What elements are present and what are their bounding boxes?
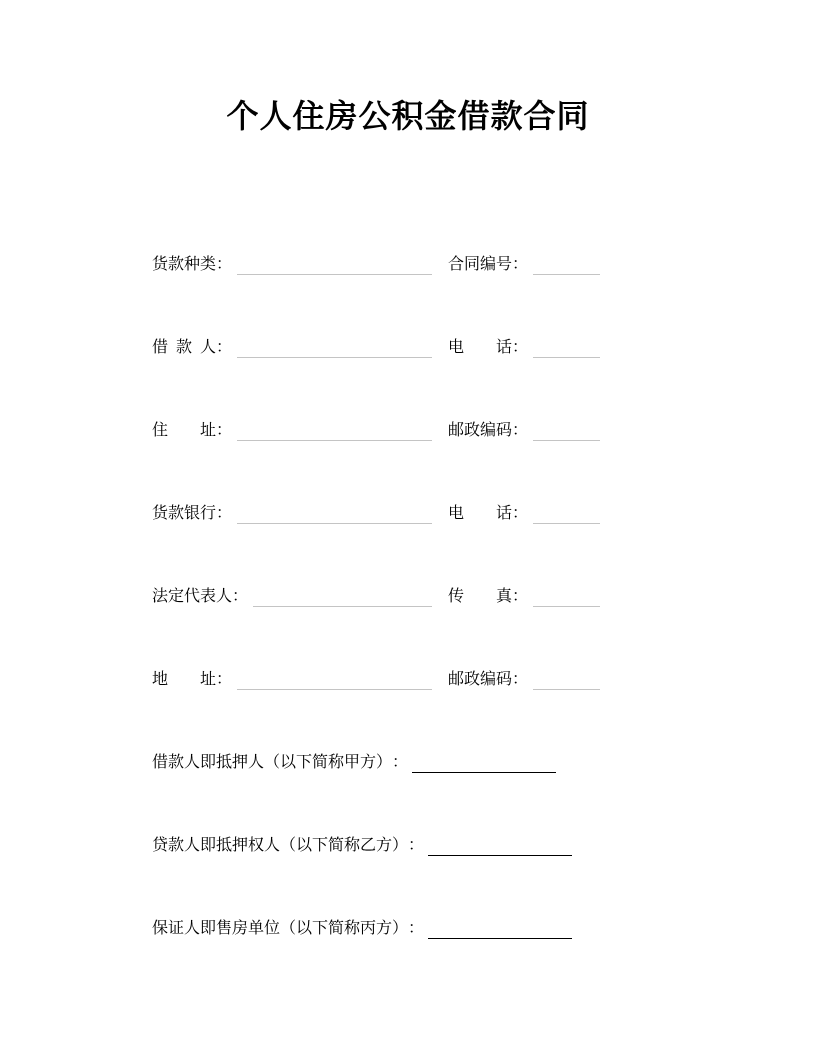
field-address xyxy=(152,421,432,441)
party-row-a xyxy=(152,753,600,773)
field-loan-type xyxy=(152,255,432,275)
blank-underline xyxy=(237,255,432,275)
blank-underline xyxy=(412,753,556,773)
label-colon: ： xyxy=(512,339,529,356)
blank-underline xyxy=(428,836,572,856)
blank-underline xyxy=(533,587,600,607)
label-colon: ： xyxy=(232,588,249,605)
blank-underline xyxy=(533,338,600,358)
party-a-label: 借款人即抵押人（以下简称甲方） xyxy=(152,754,393,771)
label-colon: ： xyxy=(216,671,233,688)
label-colon: ： xyxy=(512,671,529,688)
field-label: 法定代表人 xyxy=(152,588,232,605)
field-fax xyxy=(448,587,600,607)
form-row-address-2 xyxy=(152,670,600,690)
label-colon: ： xyxy=(512,422,529,439)
form-row-loan-bank xyxy=(152,504,600,524)
field-label: 货款银行 xyxy=(152,505,216,522)
form-row-legal-representative xyxy=(152,587,600,607)
label-colon: ： xyxy=(216,505,233,522)
blank-underline xyxy=(428,919,572,939)
blank-underline xyxy=(533,504,600,524)
field-label: 住址 xyxy=(152,422,216,439)
label-colon: ： xyxy=(408,837,425,854)
field-phone xyxy=(448,338,600,358)
field-label: 合同编号 xyxy=(448,256,512,273)
blank-underline xyxy=(237,338,432,358)
blank-underline xyxy=(533,421,600,441)
blank-underline xyxy=(533,255,600,275)
label-colon: ： xyxy=(392,754,409,771)
party-row-b xyxy=(152,836,600,856)
party-row-c xyxy=(152,919,600,939)
field-address-2 xyxy=(152,670,432,690)
field-postal-code-2 xyxy=(448,670,600,690)
field-postal-code xyxy=(448,421,600,441)
label-colon: ： xyxy=(408,920,425,937)
contract-header-form xyxy=(152,255,600,939)
field-legal-representative xyxy=(152,587,432,607)
field-loan-bank xyxy=(152,504,432,524)
blank-underline xyxy=(237,421,432,441)
label-colon: ： xyxy=(512,256,529,273)
blank-underline xyxy=(533,670,600,690)
blank-underline xyxy=(237,670,432,690)
label-colon: ： xyxy=(216,256,233,273)
field-label: 借款人 xyxy=(152,339,216,356)
document-title: 个人住房公积金借款合同 xyxy=(226,98,590,134)
field-borrower xyxy=(152,338,432,358)
party-b-label: 贷款人即抵押权人（以下简称乙方） xyxy=(152,837,409,854)
field-label: 邮政编码 xyxy=(448,422,512,439)
label-colon: ： xyxy=(512,588,529,605)
form-row-loan-type xyxy=(152,255,600,275)
field-label: 地址 xyxy=(152,671,216,688)
label-colon: ： xyxy=(216,339,233,356)
field-label: 邮政编码 xyxy=(448,671,512,688)
label-colon: ： xyxy=(216,422,233,439)
field-label: 电话 xyxy=(448,339,512,356)
field-contract-number xyxy=(448,255,600,275)
blank-underline xyxy=(237,504,432,524)
form-row-address xyxy=(152,421,600,441)
field-label: 传真 xyxy=(448,588,512,605)
label-colon: ： xyxy=(512,505,529,522)
field-label: 电话 xyxy=(448,505,512,522)
party-c-label: 保证人即售房单位（以下简称丙方） xyxy=(152,920,409,937)
form-row-borrower xyxy=(152,338,600,358)
field-phone xyxy=(448,504,600,524)
blank-underline xyxy=(253,587,432,607)
field-label: 货款种类 xyxy=(152,256,216,273)
